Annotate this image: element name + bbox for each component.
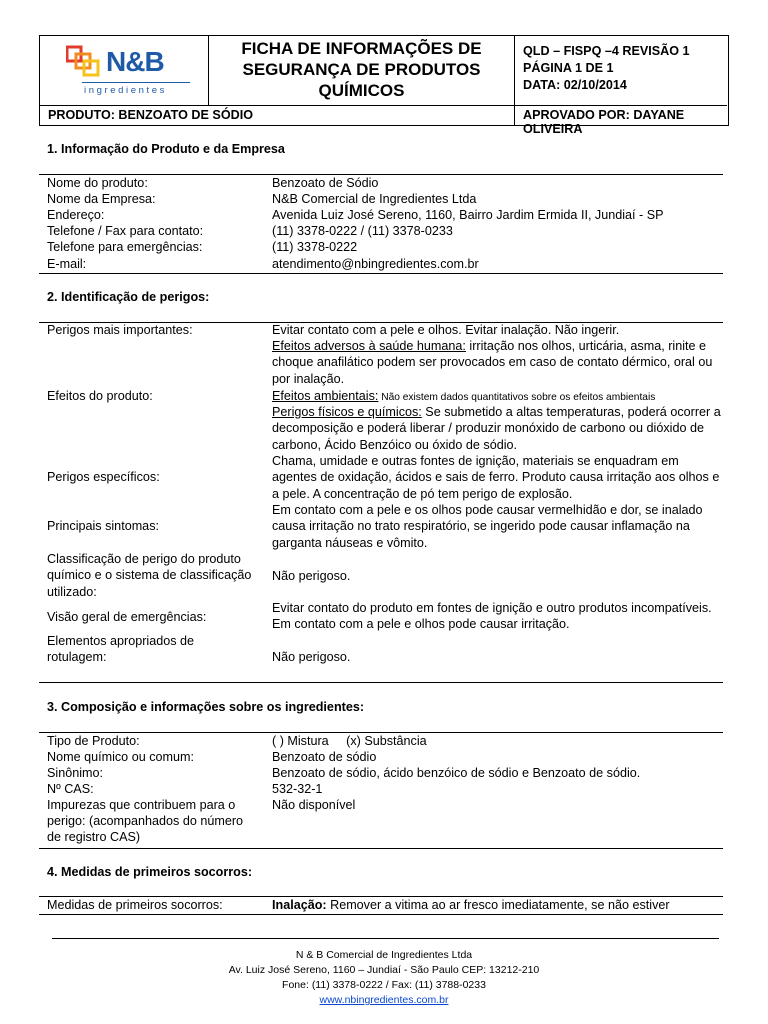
footer-company: N & B Comercial de Ingredientes Ltda xyxy=(295,949,473,961)
s2-value-elementos: Não perigoso. xyxy=(272,650,351,664)
s1-value-phone: (11) 3378-0222 / (11) 3378-0233 xyxy=(272,224,453,238)
s2-fisicos-text: Se submetido a altas temperaturas, poderá ocorrer a decomposição e poderá liberar / produzir monóxido de carbono ou dióxido de carbono, Ácido Benzóico ou óxido de sódio. xyxy=(272,405,721,452)
s2-efeitos-amb-text: Não existem dados quantitativos sobre os efeitos ambientais xyxy=(378,392,656,403)
page-number: PÁGINA 1 DE 1 xyxy=(523,61,614,75)
s3-label-impurezas-2: perigo: (acompanhados do número xyxy=(47,814,244,828)
s3-label-tipo: Tipo de Produto: xyxy=(47,734,140,748)
logo-cell xyxy=(40,36,209,106)
document-title xyxy=(209,36,515,106)
s1-value-emergency: (11) 3378-0222 xyxy=(272,240,358,254)
s2-value-classificacao: Não perigoso. xyxy=(272,569,351,583)
s2-efeitos-saude xyxy=(272,338,722,387)
section-3-bottom-rule xyxy=(39,848,723,849)
s2-label-visao: Visão geral de emergências: xyxy=(47,610,207,624)
section-1-title: 1. Informação do Produto e da Empresa xyxy=(47,142,285,156)
logo-subtitle: ingredientes xyxy=(84,85,167,96)
s2-value-especificos: Chama, umidade e outras fontes de ignição, materiais se enquadram em agentes de oxidação, ácidos e sais de ferro. Produto causa irritação aos olhos e a pele. A concentração de pó tem perigo de explosão. xyxy=(272,454,720,501)
s1-value-company: N&B Comercial de Ingredientes Ltda xyxy=(272,192,477,206)
s2-label-classificacao-3: utilizado: xyxy=(47,585,97,599)
section-3-title: 3. Composição e informações sobre os ingredientes: xyxy=(47,700,365,714)
s3-label-nome: Nome químico ou comum: xyxy=(47,750,194,764)
s1-label-address: Endereço: xyxy=(47,208,105,222)
s2-label-elementos-1: Elementos apropriados de xyxy=(47,634,195,648)
s3-label-cas: Nº CAS: xyxy=(47,782,94,796)
s4-value xyxy=(272,897,670,913)
s3-label-sinonimo: Sinônimo: xyxy=(47,766,104,780)
logo-divider xyxy=(82,82,190,83)
s2-label-elementos-2: rotulagem: xyxy=(47,650,107,664)
s2-label-efeitos: Efeitos do produto: xyxy=(47,389,153,403)
s4-value-text: Remover a vitima ao ar fresco imediatamente, se não estiver xyxy=(326,898,670,912)
product-name: PRODUTO: BENZOATO DE SÓDIO xyxy=(40,106,515,125)
s3-label-impurezas-1: Impurezas que contribuem para o xyxy=(47,798,236,812)
s1-label-phone: Telefone / Fax para contato: xyxy=(47,224,204,238)
section-4-title: 4. Medidas de primeiros socorros: xyxy=(47,865,253,879)
s2-label-sintomas: Principais sintomas: xyxy=(47,519,159,533)
s2-value-visao: Evitar contato do produto em fontes de ignição e outro produtos incompatíveis. Em contato com a pele e olhos pode causar irritação. xyxy=(272,601,712,632)
s2-efeitos-saude-label: Efeitos adversos à saúde humana: xyxy=(272,339,466,353)
company-logo-mark-icon xyxy=(66,44,102,78)
s3-value-cas: 532-32-1 xyxy=(272,782,323,796)
footer-website-row xyxy=(0,993,768,1008)
s1-label-product: Nome do produto: xyxy=(47,176,148,190)
document-meta xyxy=(515,36,727,106)
section-1-bottom-rule xyxy=(39,273,723,274)
footer-phone: Fone: (11) 3378-0222 / Fax: (11) 3788-0233 xyxy=(282,979,486,991)
s1-label-company: Nome da Empresa: xyxy=(47,192,156,206)
s2-label-classificacao-1: Classificação de perigo do produto xyxy=(47,552,241,566)
footer-divider xyxy=(52,938,719,939)
s1-label-email: E-mail: xyxy=(47,257,87,271)
footer-address: Av. Luiz José Sereno, 1160 – Jundiaí - São Paulo CEP: 13212-210 xyxy=(228,964,540,976)
doc-code: QLD – FISPQ –4 REVISÃO 1 xyxy=(523,44,690,58)
s3-value-tipo: ( ) Mistura (x) Substância xyxy=(272,734,427,748)
s1-value-address: Avenida Luiz José Sereno, 1160, Bairro Jardim Ermida II, Jundiaí - SP xyxy=(272,208,664,222)
section-2-title: 2. Identificação de perigos: xyxy=(47,290,210,304)
s2-label-especificos: Perigos específicos: xyxy=(47,470,160,484)
s2-value-sintomas: Em contato com a pele e os olhos pode causar vermelhidão e dor, se inalado causa irritação no trato respiratório, se ingerido pode causar inflamação na garganta náuseas e vômito. xyxy=(272,503,703,550)
s2-fisicos xyxy=(272,404,722,453)
document-header xyxy=(39,35,729,136)
s1-value-product: Benzoato de Sódio xyxy=(272,176,379,190)
s2-label-perigos: Perigos mais importantes: xyxy=(47,323,193,337)
title-line-2: SEGURANÇA DE PRODUTOS xyxy=(242,60,481,79)
logo-text: N&B xyxy=(106,46,164,77)
s3-label-impurezas-3: de registro CAS) xyxy=(47,830,141,844)
approved-by: APROVADO POR: DAYANE OLIVEIRA xyxy=(523,108,685,136)
s3-value-nome: Benzoato de sódio xyxy=(272,750,377,764)
section-2-bottom-rule xyxy=(39,682,723,683)
title-line-1: FICHA DE INFORMAÇÕES DE xyxy=(241,39,482,58)
title-line-3: QUÍMICOS xyxy=(318,81,405,100)
s4-label: Medidas de primeiros socorros: xyxy=(47,898,223,912)
s2-efeitos-amb-label: Efeitos ambientais: xyxy=(272,389,379,403)
s1-value-email: atendimento@nbingredientes.com.br xyxy=(272,257,479,271)
s4-value-bold: Inalação: xyxy=(272,898,327,912)
s3-value-sinonimo: Benzoato de sódio, ácido benzóico de sódio e Benzoato de sódio. xyxy=(272,766,641,780)
s2-fisicos-label: Perigos físicos e químicos: xyxy=(272,405,422,419)
doc-date: DATA: 02/10/2014 xyxy=(523,78,627,92)
s1-label-emergency: Telefone para emergências: xyxy=(47,240,203,254)
s2-label-classificacao-2: químico e o sistema de classificação xyxy=(47,568,252,582)
footer-website-link[interactable]: www.nbingredientes.com.br xyxy=(319,994,449,1006)
s2-value-perigos: Evitar contato com a pele e olhos. Evitar inalação. Não ingerir. xyxy=(272,323,620,337)
s3-value-impurezas: Não disponível xyxy=(272,798,356,812)
section-4-bottom-rule xyxy=(39,914,723,915)
s2-efeitos-saude-text: irritação nos olhos, urticária, asma, rinite e choque anafilático podem ser provocados em caso de contato dérmico, oral ou por inalação. xyxy=(272,339,713,386)
